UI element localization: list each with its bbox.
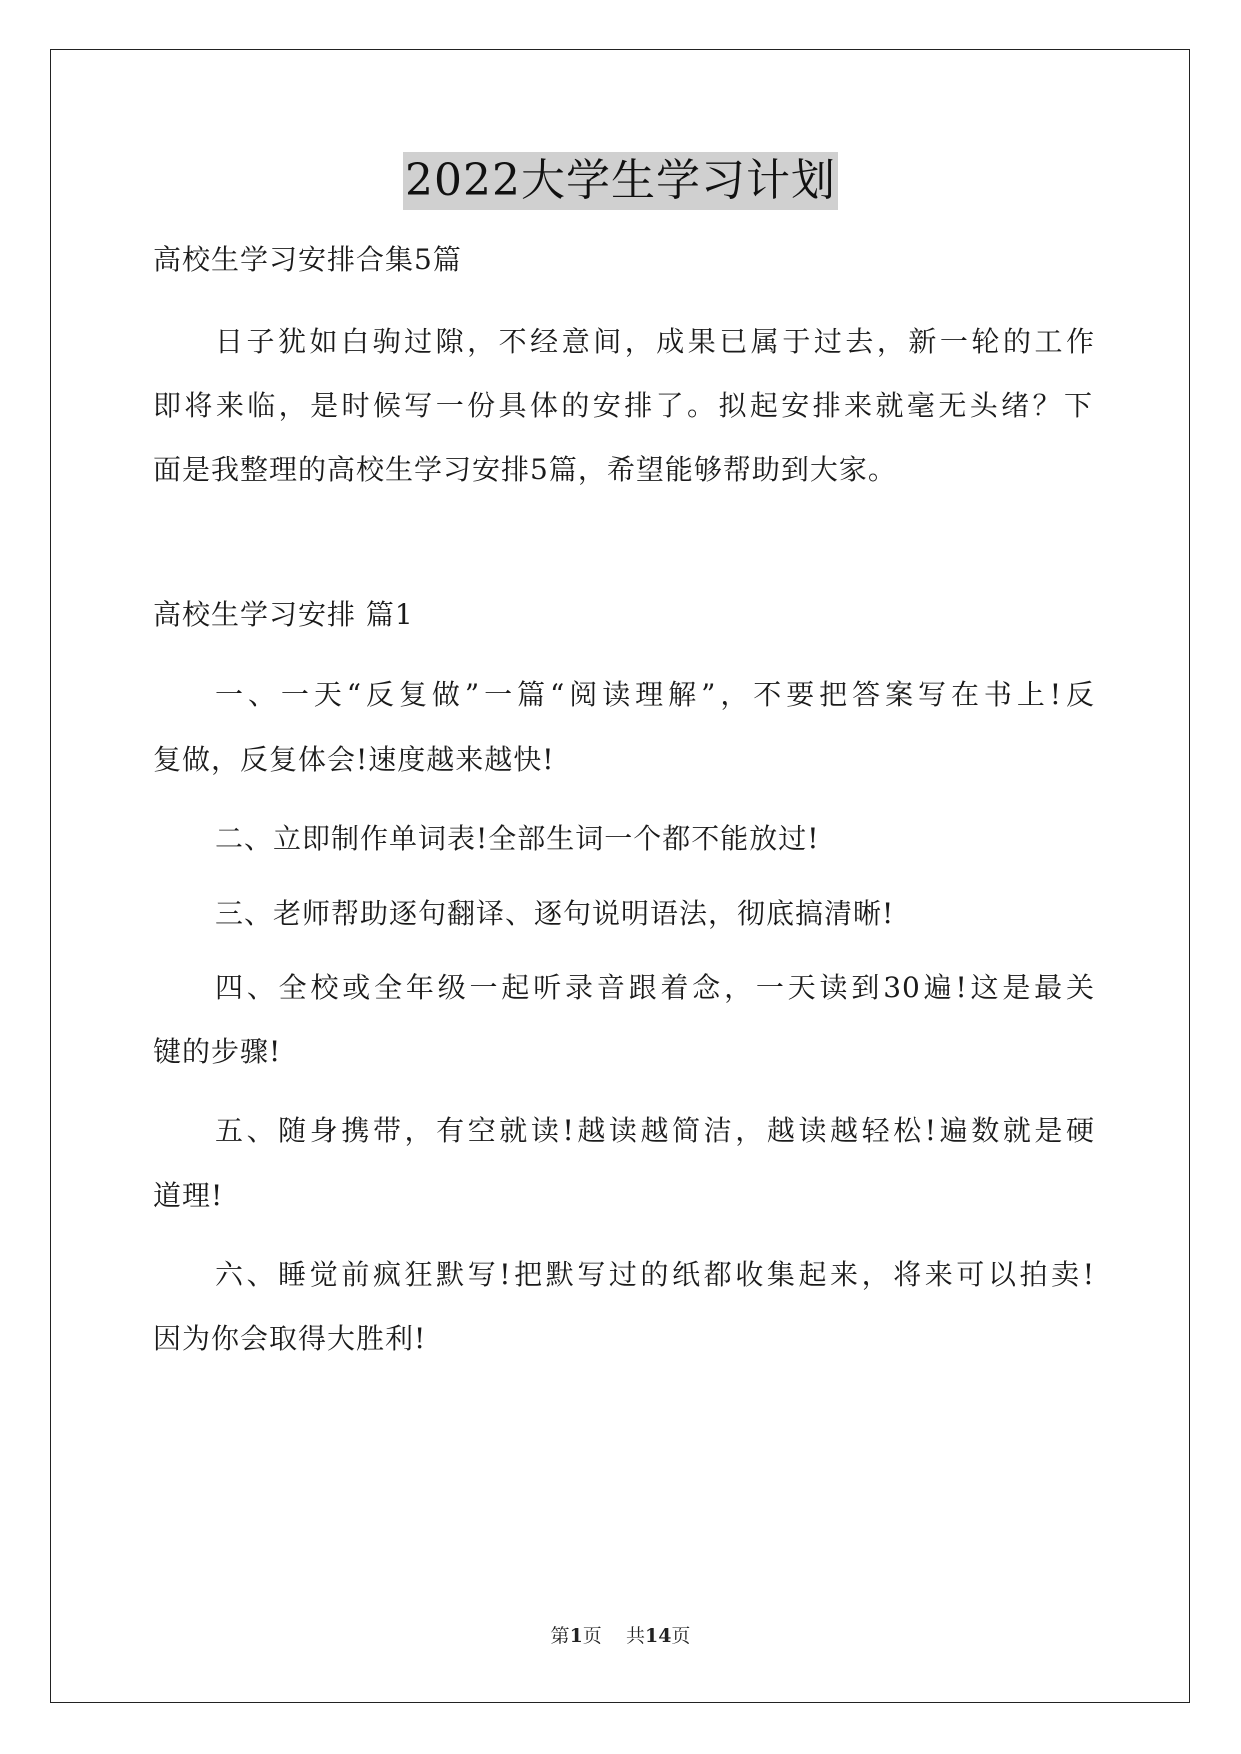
title-block xyxy=(0,152,1241,210)
page-footer xyxy=(0,1623,1241,1649)
item-1-line-2: 复做，反复体会!速度越来越快! xyxy=(153,743,555,776)
item-6-line-2: 因为你会取得大胜利! xyxy=(153,1322,427,1355)
item-4-line-2: 键的步骤! xyxy=(153,1035,282,1068)
footer-page-mid: 页 共 xyxy=(582,1625,645,1647)
item-3-line-1: 三、老师帮助逐句翻译、逐句说明语法，彻底搞清晰! xyxy=(215,897,895,930)
item-6-line-1: 六、睡觉前疯狂默写!把默写过的纸都收集起来，将来可以拍卖! xyxy=(215,1258,1095,1291)
item-1-line-1: 一、一天“反复做”一篇“阅读理解”，不要把答案写在书上!反 xyxy=(215,678,1095,711)
page-border xyxy=(50,49,1190,1703)
footer-page-prefix: 第 xyxy=(550,1625,570,1647)
intro-line-1: 日子犹如白驹过隙，不经意间，成果已属于过去，新一轮的工作 xyxy=(215,325,1095,358)
footer-page-current: 1 xyxy=(569,1625,583,1647)
footer-page-suffix: 页 xyxy=(671,1625,691,1647)
section-heading: 高校生学习安排 篇1 xyxy=(153,598,414,631)
item-5-line-1: 五、随身携带，有空就读!越读越简洁，越读越轻松!遍数就是硬 xyxy=(215,1114,1095,1147)
footer-page-total: 14 xyxy=(644,1625,672,1647)
item-2-line-1: 二、立即制作单词表!全部生词一个都不能放过! xyxy=(215,822,820,855)
intro-line-3: 面是我整理的高校生学习安排5篇，希望能够帮助到大家。 xyxy=(153,453,897,486)
document-title: 2022大学生学习计划 xyxy=(403,152,838,210)
document-subtitle: 高校生学习安排合集5篇 xyxy=(153,243,462,276)
item-4-line-1: 四、全校或全年级一起听录音跟着念，一天读到30遍!这是最关 xyxy=(215,971,1095,1004)
item-5-line-2: 道理! xyxy=(153,1179,224,1212)
intro-line-2: 即将来临，是时候写一份具体的安排了。拟起安排来就毫无头绪？下 xyxy=(153,389,1093,422)
